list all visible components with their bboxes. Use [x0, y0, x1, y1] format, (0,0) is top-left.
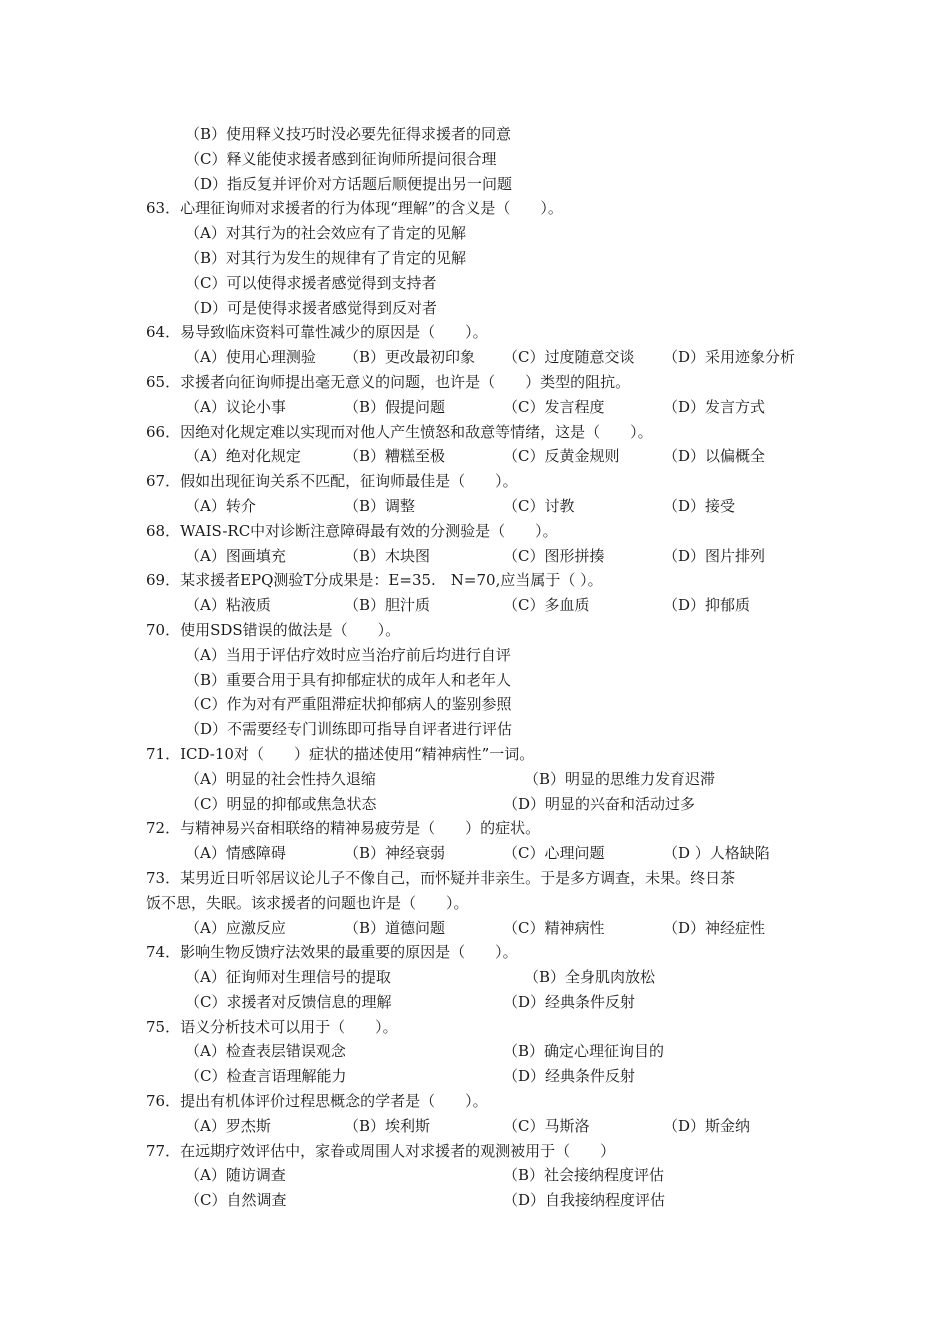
- option-text: （A）对其行为的社会效应有了肯定的见解: [185, 224, 466, 243]
- option-line: [0, 1039, 950, 1064]
- option-line: [0, 395, 950, 420]
- option-d: （D）图片排列: [663, 546, 766, 565]
- question-72-stem: 72．与精神易兴奋相联络的精神易疲劳是（ ）的症状。: [146, 819, 541, 838]
- option-line: [0, 841, 950, 866]
- option-text: （C）作为对有严重阻滞症状抑郁病人的鉴别参照: [185, 695, 512, 714]
- option-d: （D）发言方式: [663, 397, 766, 416]
- question-73-stem-line-1: 73．某男近日听邻居议论儿子不像自己，而怀疑并非亲生。于是多方调查，未果。终日茶: [146, 868, 736, 887]
- option-line: [0, 767, 950, 792]
- question-77-stem: 77．在远期疗效评估中，家眷或周围人对求援者的观测被用于（ ）: [146, 1141, 616, 1160]
- option-d: （D ）人格缺陷: [663, 844, 770, 863]
- option-a: （A）征询师对生理信号的提取: [185, 968, 391, 987]
- option-a: （A）明显的社会性持久退缩: [185, 769, 376, 788]
- option-d: （D）以偏概全: [663, 447, 766, 466]
- exam-page: [0, 122, 950, 1213]
- option-line: [0, 990, 950, 1015]
- option-b: （B）全身肌肉放松: [524, 968, 656, 987]
- option-line: [0, 147, 950, 172]
- option-d: （D）明显的兴奋和活动过多: [503, 794, 696, 813]
- option-line: [0, 221, 950, 246]
- option-d: （D）接受: [663, 496, 736, 515]
- option-line: [0, 717, 950, 742]
- option-a: （A）随访调查: [185, 1166, 286, 1185]
- option-text: （D）不需要经专门训练即可指导自评者进行评估: [185, 720, 513, 739]
- option-line: [0, 792, 950, 817]
- question-65-stem: 65．求援者向征询师提出毫无意义的问题，也许是（ ）类型的阻抗。: [146, 372, 631, 391]
- question-70-stem: 70．使用SDS错误的做法是（ ）。: [146, 620, 401, 639]
- option-a: （A）转介: [185, 496, 256, 515]
- option-d: （D）经典条件反射: [503, 1067, 636, 1086]
- option-a: （A）图画填充: [185, 546, 286, 565]
- option-b: （B）社会接纳程度评估: [503, 1166, 665, 1185]
- question-76-stem: 76．提出有机体评价过程思概念的学者是（ ）。: [146, 1092, 488, 1111]
- option-text: （D）可是使得求援者感觉得到反对者: [185, 298, 438, 317]
- option-line: [0, 444, 950, 469]
- option-d: （D）抑郁质: [663, 596, 751, 615]
- option-c: （C）精神病性: [503, 918, 605, 937]
- question-69-stem: 69．某求援者EPQ测验T分成果是：E=35. N=70,应当属于（ ）。: [146, 571, 603, 590]
- option-a: （A）绝对化规定: [185, 447, 301, 466]
- option-b: （B）确定心理征询目的: [503, 1042, 665, 1061]
- option-text: （C）可以使得求援者感觉得到支持者: [185, 273, 437, 292]
- option-line: [0, 593, 950, 618]
- option-line: [0, 643, 950, 668]
- option-line: [0, 1163, 950, 1188]
- option-a: （A）罗杰斯: [185, 1116, 271, 1135]
- option-b: （B）道德问题: [344, 918, 446, 937]
- option-line: [0, 1114, 950, 1139]
- option-c: （C）明显的抑郁或焦急状态: [185, 794, 377, 813]
- option-c: （C）检查言语理解能力: [185, 1067, 347, 1086]
- question-64-stem: 64．易导致临床资料可靠性减少的原因是（ ）。: [146, 323, 488, 342]
- question-71-stem: 71．ICD-10对（ ）症状的描述使用“精神病性”一词。: [146, 744, 535, 763]
- option-text: （B）对其行为发生的规律有了肯定的见解: [185, 248, 467, 267]
- option-c: （C）图形拼揍: [503, 546, 605, 565]
- option-line: [0, 296, 950, 321]
- option-a: （A）使用心理测验: [185, 348, 316, 367]
- question-74-stem: 74．影响生物反馈疗法效果的最重要的原因是（ ）。: [146, 943, 518, 962]
- question-63-stem: 63．心理征询师对求援者的行为体现“理解”的含义是（ ）。: [146, 199, 563, 218]
- option-c: （C）马斯洛: [503, 1116, 590, 1135]
- option-text: （A）当用于评估疗效时应当治疗前后均进行自评: [185, 645, 511, 664]
- option-c: （C）反黄金规则: [503, 447, 620, 466]
- option-c: （C）过度随意交谈: [503, 348, 635, 367]
- option-b: （B）胆汁质: [344, 596, 431, 615]
- option-d: （D）斯金纳: [663, 1116, 751, 1135]
- option-d: （D）神经症性: [663, 918, 766, 937]
- option-d: （D）自我接纳程度评估: [503, 1191, 666, 1210]
- option-text: （B）重要合用于具有抑郁症状的成年人和老年人: [185, 670, 512, 689]
- option-b: （B）埃利斯: [344, 1116, 431, 1135]
- option-line: [0, 345, 950, 370]
- option-d: （D）经典条件反射: [503, 992, 636, 1011]
- option-line: [0, 965, 950, 990]
- option-b: （B）木块图: [344, 546, 431, 565]
- option-d: （D）采用迹象分析: [663, 348, 796, 367]
- option-c: （C）发言程度: [503, 397, 605, 416]
- option-line: [0, 692, 950, 717]
- question-68-stem: 68．WAIS-RC中对诊断注意障碍最有效的分测验是（ ）。: [146, 521, 558, 540]
- option-b: （B）糟糕至极: [344, 447, 446, 466]
- option-text: （C）释义能使求援者感到征询师所提问很合理: [185, 149, 497, 168]
- option-b: （B）明显的思维力发育迟滞: [524, 769, 716, 788]
- option-b: （B）更改最初印象: [344, 348, 476, 367]
- option-b: （B）假提问题: [344, 397, 446, 416]
- option-line: [0, 172, 950, 197]
- option-line: [0, 271, 950, 296]
- option-a: （A）粘液质: [185, 596, 271, 615]
- option-line: [0, 916, 950, 941]
- option-b: （B）神经衰弱: [344, 844, 446, 863]
- option-line: [0, 122, 950, 147]
- option-a: （A）检查表层错误观念: [185, 1042, 346, 1061]
- option-b: （B）调整: [344, 496, 416, 515]
- option-line: [0, 246, 950, 271]
- question-67-stem: 67．假如出现征询关系不匹配，征询师最佳是（ ）。: [146, 472, 518, 491]
- question-73-stem-line-2: 饭不思，失眠。该求援者的问题也许是（ ）。: [146, 893, 469, 912]
- option-line: [0, 1188, 950, 1213]
- option-text: （B）使用释义技巧时没必要先征得求援者的同意: [185, 125, 512, 143]
- question-75-stem: 75．语义分析技术可以用于（ ）。: [146, 1017, 398, 1036]
- option-a: （A）议论小事: [185, 397, 286, 416]
- question-66-stem: 66．因绝对化规定难以实现而对他人产生愤怒和敌意等情绪，这是（ ）。: [146, 422, 653, 441]
- option-c: （C）心理问题: [503, 844, 605, 863]
- option-c: （C）多血质: [503, 596, 590, 615]
- option-c: （C）自然调查: [185, 1191, 287, 1210]
- option-line: [0, 668, 950, 693]
- option-a: （A）应激反应: [185, 918, 286, 937]
- option-c: （C）求援者对反馈信息的理解: [185, 992, 392, 1011]
- option-c: （C）讨教: [503, 496, 575, 515]
- option-line: [0, 494, 950, 519]
- option-a: （A）情感障碍: [185, 844, 286, 863]
- option-line: [0, 1064, 950, 1089]
- option-line: [0, 544, 950, 569]
- option-text: （D）指反复并评价对方话题后顺便提出另一问题: [185, 174, 513, 193]
